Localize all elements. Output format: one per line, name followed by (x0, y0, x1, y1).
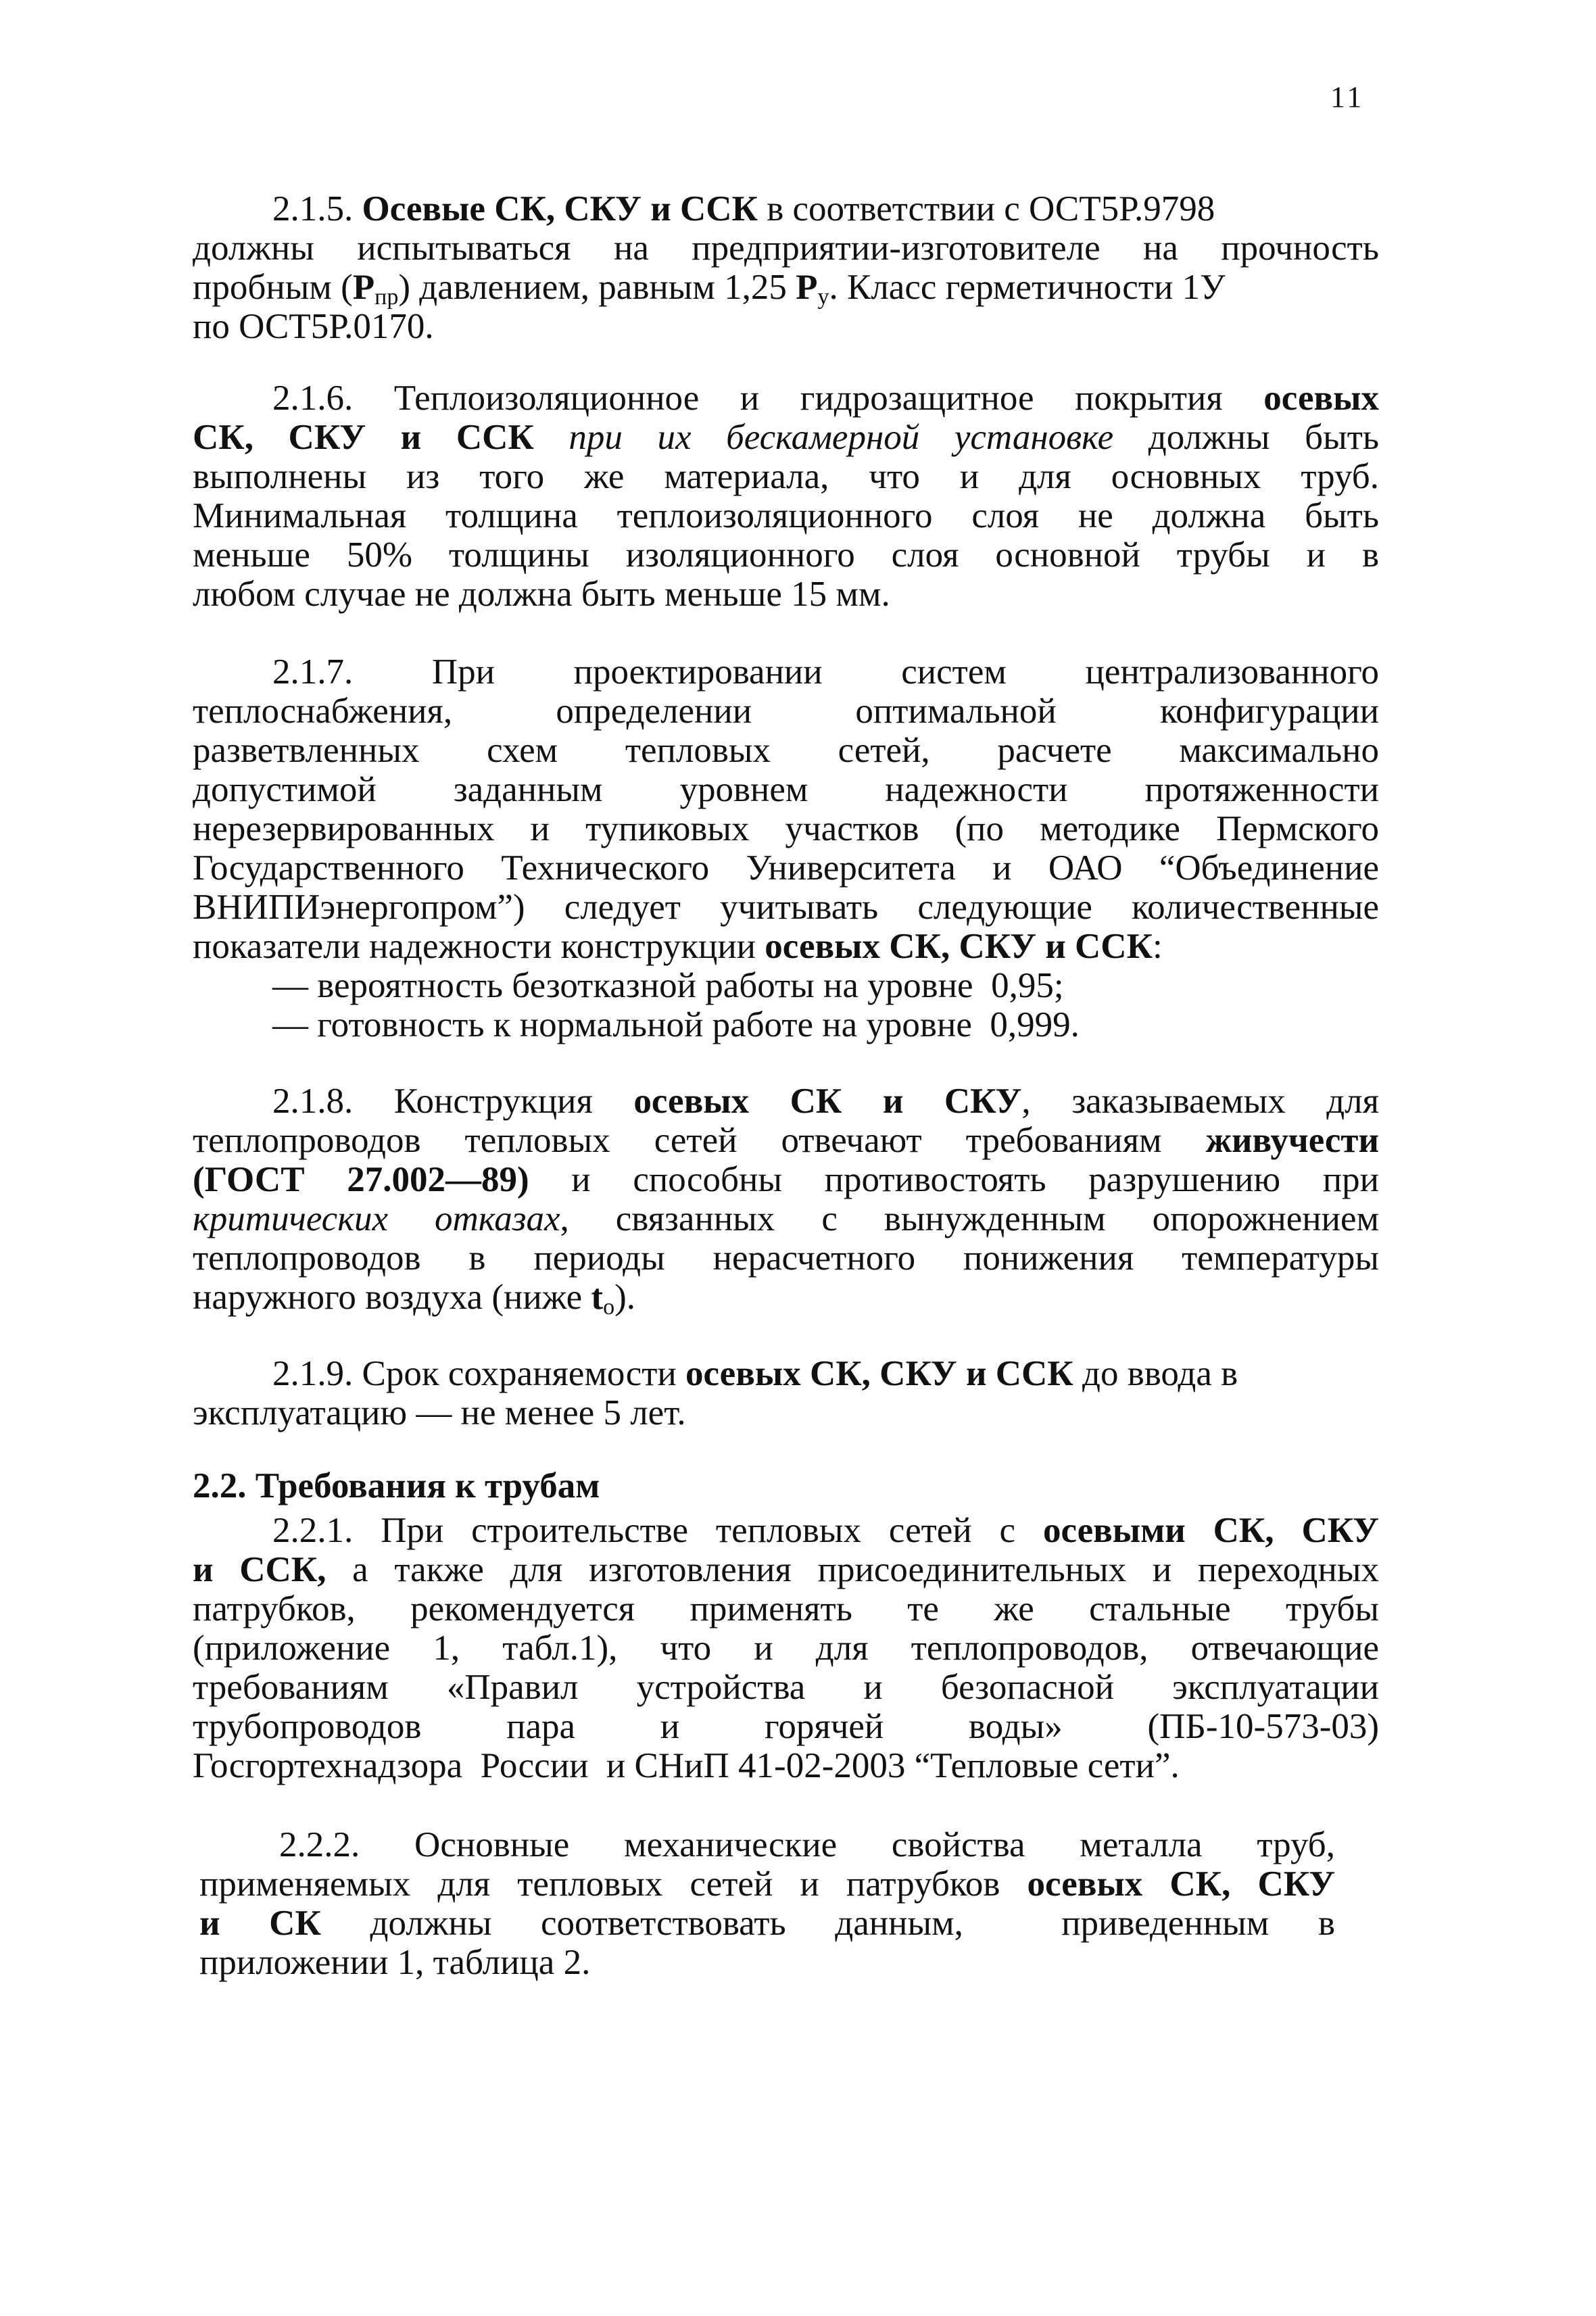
paragraph-2-1-7 (193, 652, 1379, 1044)
paragraph-line: показатели надежности конструкции осевых СК, СКУ и ССК: (193, 927, 1163, 966)
paragraph-2-2-2 (199, 1825, 1335, 1982)
paragraph-line: меньше 50% толщины изоляционного слоя основной трубы и в (193, 535, 1379, 575)
paragraph-line: допустимой заданным уровнем надежности протяженности (193, 770, 1379, 809)
list-item: — вероятность безотказной работы на уровне 0,95; (272, 966, 1064, 1005)
paragraph-line: выполнены из того же материала, что и для основных труб. (193, 457, 1379, 496)
paragraph-line: и СК должны соответствовать данным, приведенным в (199, 1904, 1335, 1943)
paragraph-line: 2.2.1. При строительстве тепловых сетей с осевыми СК, СКУ (272, 1511, 1380, 1550)
paragraph-line: Минимальная толщина теплоизоляционного слоя не должна быть (193, 496, 1379, 535)
paragraph-line: Госгортехнадзора России и СНиП 41-02-2003 “Тепловые сети”. (193, 1746, 1180, 1785)
page-number: 11 (1330, 80, 1365, 114)
paragraph-line: по ОСТ5Р.0170. (193, 307, 434, 346)
paragraph-line: нерезервированных и тупиковых участков (по методике Пермского (193, 809, 1379, 848)
paragraph-line: СК, СКУ и ССК при их бескамерной установке должны быть (193, 418, 1380, 457)
paragraph-line: Государственного Технического Университета и ОАО “Объединение (193, 848, 1379, 888)
paragraph-line: должны испытываться на предприятии-изготовителе на прочность (193, 228, 1379, 268)
paragraph-line: трубопроводов пара и горячей воды» (ПБ-10-573-03) (193, 1707, 1379, 1746)
paragraph-line: патрубков, рекомендуется применять те же стальные трубы (193, 1589, 1379, 1629)
paragraph-line: применяемых для тепловых сетей и патрубков осевых СК, СКУ (199, 1864, 1335, 1904)
paragraph-2-1-5 (193, 189, 1379, 346)
paragraph-line: наружного воздуха (ниже $t_о$). (193, 1278, 635, 1320)
paragraph-line: теплоснабжения, определении оптимальной конфигурации (193, 692, 1379, 731)
paragraph-line: критических отказах, связанных с вынужденным опорожнением (193, 1199, 1380, 1238)
paragraph-line: 2.1.6. Теплоизоляционное и гидрозащитное покрытия осевых (272, 379, 1379, 418)
paragraph-line: теплопроводов в периоды нерасчетного понижения температуры (193, 1238, 1379, 1278)
paragraph-line: 2.1.7. При проектировании систем централизованного (272, 652, 1379, 692)
paragraph-line: (приложение 1, табл.1), что и для теплопроводов, отвечающие (193, 1629, 1379, 1668)
list-item: — готовность к нормальной работе на уровне 0,999. (272, 1005, 1080, 1044)
paragraph-2-1-8 (193, 1082, 1380, 1320)
paragraph-line: ВНИПИэнергопром”) следует учитывать следующие количественные (193, 888, 1379, 927)
paragraph-line: любом случае не должна быть меньше 15 мм. (193, 575, 890, 614)
paragraph-line: приложении 1, таблица 2. (199, 1943, 591, 1982)
paragraph-line: 2.2.2. Основные механические свойства металла труб, (279, 1825, 1335, 1864)
paragraph-2-2-1 (193, 1511, 1379, 1785)
paragraph-2-1-9 (193, 1354, 1379, 1432)
paragraph-2-1-6 (193, 379, 1379, 614)
paragraph-line: требованиям «Правил устройства и безопасной эксплуатации (193, 1668, 1379, 1707)
paragraph-line: эксплуатацию — не менее 5 лет. (193, 1393, 686, 1432)
paragraph-line: 2.1.5. Осевые СК, СКУ и ССК в соответствии с ОСТ5Р.9798 (272, 189, 1215, 228)
paragraph-line: (ГОСТ 27.002—89) и способны противостоять разрушению при (193, 1160, 1380, 1199)
paragraph-line: и ССК, а также для изготовления присоединительных и переходных (193, 1550, 1379, 1589)
paragraph-line: теплопроводов тепловых сетей отвечают требованиям живучести (193, 1121, 1379, 1160)
paragraph-line: 2.1.9. Срок сохраняемости осевых СК, СКУ и ССК до ввода в (272, 1354, 1238, 1393)
paragraph-line: разветвленных схем тепловых сетей, расчете максимально (193, 731, 1379, 770)
paragraph-line: пробным $(Р_{пр})$ давлением, равным 1,25 $Р_у$. Класс герметичности 1У (193, 268, 1226, 310)
paragraph-line: 2.1.8. Конструкция осевых СК и СКУ, заказываемых для (272, 1082, 1380, 1121)
section-heading: 2.2. Требования к трубам (193, 1466, 600, 1505)
